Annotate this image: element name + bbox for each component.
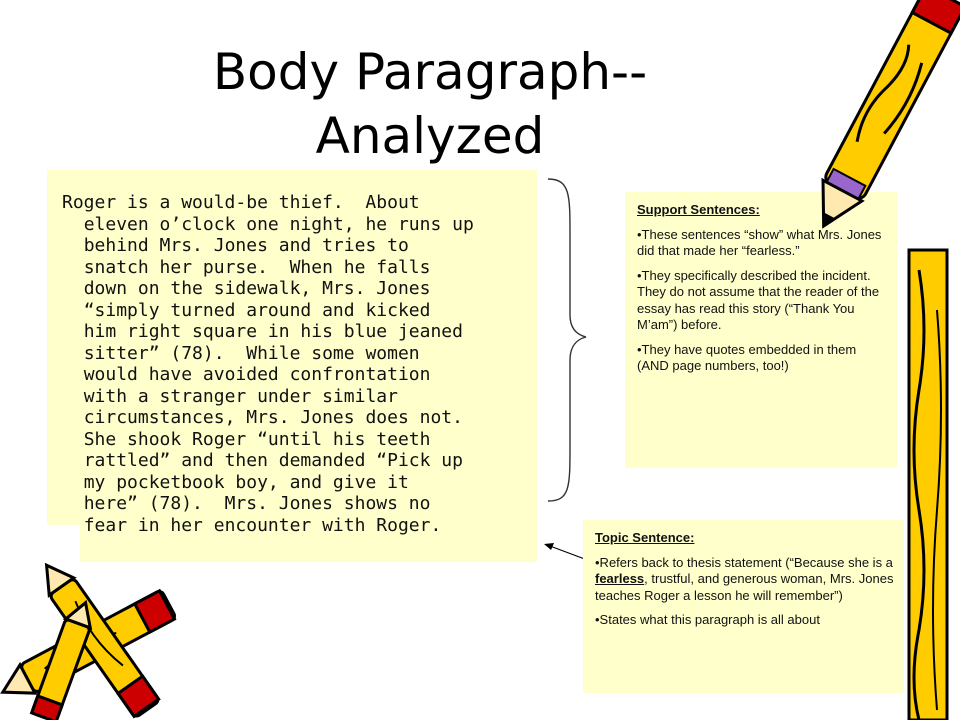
topic-bullet: [595, 555, 894, 605]
slide-title: Body Paragraph-- Analyzed: [212, 43, 648, 165]
body-paragraph-text: Roger is a would-be thief. About eleven o’clock one night, he runs up behind Mrs. Jones and tries to snatch her purse. When he falls down on the sidewalk, Mrs. Jones “simply turned around and kicked him right square in his blue jeaned sitter” (78). While some women would have avoided confrontation with a stranger under similar circumstances, Mrs. Jones does not. She shook Roger “until his teeth rattled” and then demanded “Pick up my pocketbook boy, and give it here” (78). Mrs. Jones shows no fear in her encounter with Roger.: [62, 192, 474, 536]
support-bullet: •These sentences “show” what Mrs. Jones did that made her “fearless.”: [637, 226, 882, 258]
pencil-icon: [800, 0, 960, 250]
support-heading: Support Sentences:: [637, 202, 760, 217]
support-bullet: •They specifically described the incident. They do not assume that the reader of the essay has read this story (“Thank You M’am”) before.: [637, 267, 880, 332]
crossed-pencils-icon: [0, 570, 200, 720]
topic-bullet-text: •Refers back to thesis statement (“Because she is a: [595, 554, 893, 570]
curly-brace-icon: [540, 175, 590, 505]
topic-heading: Topic Sentence:: [595, 530, 695, 545]
topic-bullet-text: , trustful, and generous woman, Mrs. Jones teaches Roger a lesson he will remember”): [595, 571, 894, 603]
topic-sentence-note: [583, 520, 904, 693]
support-bullet: •They have quotes embedded in them (AND page numbers, too!): [637, 341, 857, 373]
pencil-icon: [895, 250, 960, 720]
topic-bullet: •States what this paragraph is all about: [595, 612, 820, 627]
fearless-highlight: fearless: [595, 571, 645, 586]
